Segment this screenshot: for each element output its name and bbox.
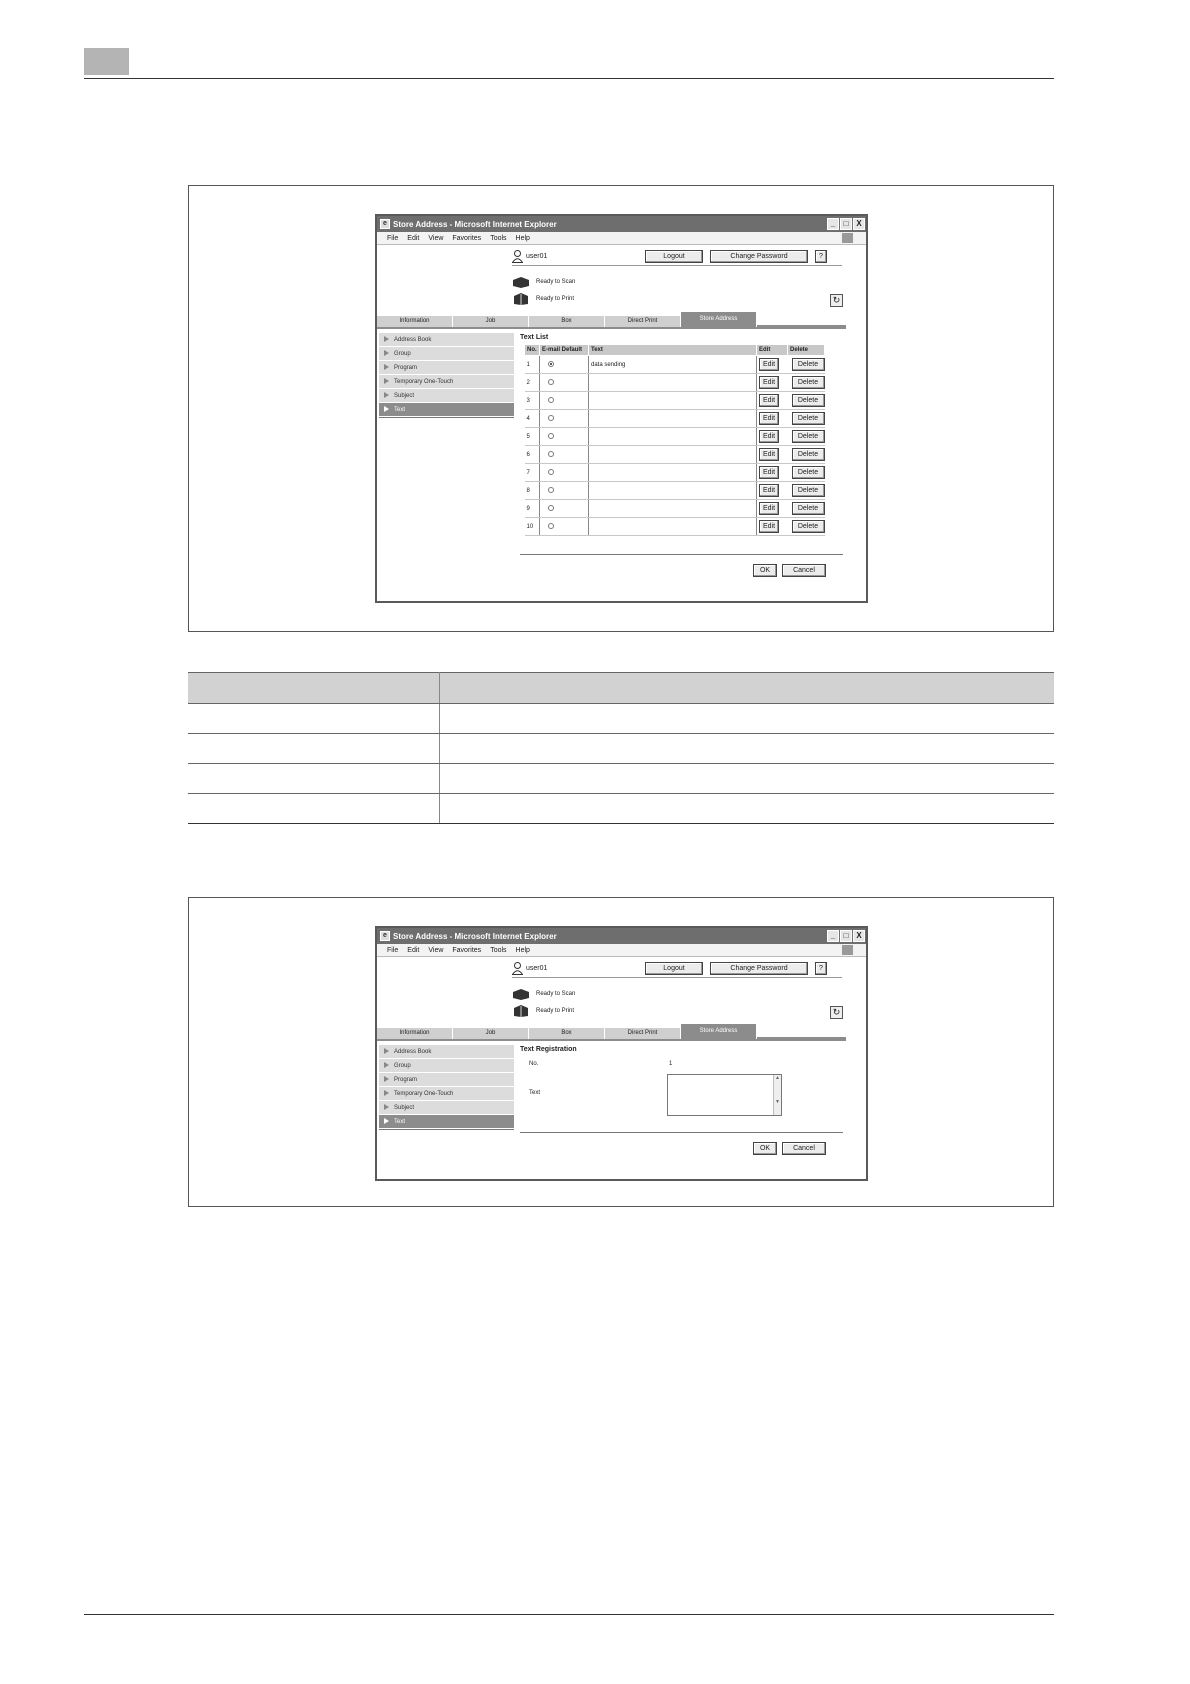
edit-cell — [757, 500, 788, 518]
table-row — [188, 764, 1054, 794]
window-title: Store Address - Microsoft Internet Explorer — [393, 219, 557, 229]
user-bar — [512, 960, 842, 978]
email-default-radio[interactable] — [548, 415, 554, 421]
ie-icon: e — [380, 931, 390, 941]
table-row — [188, 704, 1054, 734]
header-rule — [84, 78, 1054, 79]
sidebar-item-address-book[interactable] — [379, 1045, 514, 1059]
edit-cell — [757, 464, 788, 482]
sidebar-item-program[interactable] — [379, 361, 514, 375]
logout-button[interactable]: Logout — [645, 250, 703, 263]
arrow-right-icon — [384, 406, 389, 412]
tab-direct-print[interactable]: Direct Print — [605, 1028, 681, 1039]
sidebar-item-text[interactable] — [379, 403, 514, 417]
email-default-cell — [540, 464, 589, 482]
email-default-cell — [540, 374, 589, 392]
table-row — [525, 374, 825, 392]
row-number: 9 — [525, 500, 540, 518]
footer-divider — [520, 1132, 843, 1133]
footer-divider — [520, 554, 843, 555]
text-registration-panel — [520, 1046, 577, 1056]
sidebar-item-label: Address Book — [394, 1049, 432, 1055]
ie-icon: e — [380, 219, 390, 229]
main-tabs — [377, 314, 846, 329]
print-status — [512, 1005, 574, 1017]
email-default-radio[interactable] — [548, 361, 554, 367]
delete-cell — [788, 428, 825, 446]
username: user01 — [526, 965, 548, 972]
screenshot-frame-text-list — [188, 185, 1054, 632]
arrow-right-icon — [384, 1118, 389, 1124]
row-number: 2 — [525, 374, 540, 392]
edit-button[interactable]: Edit — [759, 376, 779, 389]
sidebar — [379, 1045, 514, 1130]
delete-cell — [788, 518, 825, 536]
no-value: 1 — [669, 1061, 673, 1067]
delete-cell — [788, 500, 825, 518]
arrow-right-icon — [384, 1062, 389, 1068]
no-label: No. — [529, 1061, 539, 1067]
row-number: 8 — [525, 482, 540, 500]
sidebar-item-label: Group — [394, 351, 411, 357]
delete-button[interactable]: Delete — [792, 466, 825, 479]
sidebar-item-label: Group — [394, 1063, 411, 1069]
text-textarea[interactable] — [667, 1074, 782, 1116]
edit-button[interactable]: Edit — [759, 502, 779, 515]
sidebar-item-temporary-one-touch[interactable] — [379, 1087, 514, 1101]
menu-tools[interactable]: Tools — [490, 234, 507, 242]
delete-cell — [788, 410, 825, 428]
title-bar — [377, 928, 866, 944]
sidebar-item-label: Program — [394, 365, 418, 371]
table-row — [188, 794, 1054, 824]
table-row — [525, 428, 825, 446]
menu-favorites[interactable]: Favorites — [452, 946, 482, 954]
email-default-cell — [540, 356, 589, 374]
edit-cell — [757, 374, 788, 392]
scan-status-text: Ready to Scan — [536, 991, 576, 997]
sidebar-item-label: Temporary One-Touch — [394, 1091, 454, 1097]
column-header-no: No. — [525, 345, 540, 356]
delete-cell — [788, 446, 825, 464]
email-default-radio[interactable] — [548, 433, 554, 439]
delete-button[interactable]: Delete — [792, 394, 825, 407]
sidebar-item-address-book[interactable] — [379, 333, 514, 347]
sidebar-item-label: Address Book — [394, 337, 432, 343]
row-number: 5 — [525, 428, 540, 446]
email-default-cell — [540, 518, 589, 536]
delete-cell — [788, 464, 825, 482]
action-buttons — [753, 564, 826, 577]
row-number: 1 — [525, 356, 540, 374]
tab-job[interactable]: Job — [453, 1028, 529, 1039]
delete-cell — [788, 392, 825, 410]
change-password-button[interactable]: Change Password — [710, 250, 808, 263]
email-default-cell — [540, 392, 589, 410]
row-number: 7 — [525, 464, 540, 482]
help-button[interactable]: ? — [815, 962, 827, 975]
sidebar-item-program[interactable] — [379, 1073, 514, 1087]
arrow-right-icon — [384, 1104, 389, 1110]
delete-cell — [788, 374, 825, 392]
email-default-cell — [540, 410, 589, 428]
tab-box[interactable]: Box — [529, 1028, 605, 1039]
menu-view[interactable]: View — [428, 946, 444, 954]
print-status-text: Ready to Print — [536, 1008, 575, 1014]
description-header-detail — [439, 673, 1054, 704]
delete-button[interactable]: Delete — [792, 448, 825, 461]
table-row — [525, 392, 825, 410]
cancel-button[interactable]: Cancel — [782, 564, 826, 577]
menu-help[interactable]: Help — [515, 234, 530, 242]
browser-window — [375, 926, 868, 1181]
sidebar-item-subject[interactable] — [379, 389, 514, 403]
text-cell — [589, 500, 757, 518]
user-icon — [512, 962, 523, 975]
table-row — [525, 482, 825, 500]
sidebar — [379, 333, 514, 418]
windows-flag-icon — [842, 233, 853, 243]
menu-view[interactable]: View — [428, 234, 444, 242]
email-default-radio[interactable] — [548, 397, 554, 403]
edit-button[interactable]: Edit — [759, 394, 779, 407]
edit-button[interactable]: Edit — [759, 466, 779, 479]
sidebar-item-label: Text — [394, 1119, 406, 1125]
page-tab-marker — [84, 48, 129, 75]
edit-button[interactable]: Edit — [759, 448, 779, 461]
text-list-panel — [520, 334, 825, 536]
windows-flag-icon — [842, 945, 853, 955]
edit-cell — [757, 518, 788, 536]
minimize-button[interactable]: _ — [827, 218, 839, 230]
edit-button[interactable]: Edit — [759, 430, 779, 443]
tab-direct-print[interactable]: Direct Print — [605, 316, 681, 327]
menu-edit[interactable]: Edit — [407, 234, 420, 242]
logout-button[interactable]: Logout — [645, 962, 703, 975]
table-row — [525, 518, 825, 536]
edit-cell — [757, 446, 788, 464]
sidebar-item-label: Text — [394, 407, 406, 413]
edit-button[interactable]: Edit — [759, 484, 779, 497]
row-number: 10 — [525, 518, 540, 536]
sidebar-item-subject[interactable] — [379, 1101, 514, 1115]
email-default-radio[interactable] — [548, 523, 554, 529]
user-bar — [512, 248, 842, 266]
arrow-right-icon — [384, 1090, 389, 1096]
sidebar-item-temporary-one-touch[interactable] — [379, 375, 514, 389]
print-status — [512, 293, 574, 305]
menu-file[interactable]: File — [387, 946, 399, 954]
menu-help[interactable]: Help — [515, 946, 530, 954]
menu-bar — [377, 232, 866, 245]
arrow-right-icon — [384, 1048, 389, 1054]
email-default-radio[interactable] — [548, 469, 554, 475]
row-number: 4 — [525, 410, 540, 428]
text-cell — [589, 518, 757, 536]
email-default-radio[interactable] — [548, 451, 554, 457]
menu-edit[interactable]: Edit — [407, 946, 420, 954]
table-row — [525, 464, 825, 482]
delete-button[interactable]: Delete — [792, 412, 825, 425]
footer-rule — [84, 1614, 1054, 1615]
arrow-right-icon — [384, 1076, 389, 1082]
section-title: Text List — [520, 334, 549, 341]
change-password-button[interactable]: Change Password — [710, 962, 808, 975]
table-row — [525, 500, 825, 518]
delete-button[interactable]: Delete — [792, 358, 825, 371]
tab-store-address[interactable]: Store Address — [681, 1024, 757, 1039]
maximize-button[interactable]: □ — [840, 930, 852, 942]
email-default-radio[interactable] — [548, 379, 554, 385]
edit-button[interactable]: Edit — [759, 520, 779, 533]
scanner-icon — [512, 276, 530, 288]
scan-status-text: Ready to Scan — [536, 279, 576, 285]
menu-tools[interactable]: Tools — [490, 946, 507, 954]
ok-button[interactable]: OK — [753, 564, 777, 577]
user-icon — [512, 250, 523, 263]
username: user01 — [526, 253, 548, 260]
table-row — [188, 734, 1054, 764]
edit-cell — [757, 356, 788, 374]
text-cell — [589, 428, 757, 446]
tab-information[interactable]: Information — [377, 316, 453, 327]
cancel-button[interactable]: Cancel — [782, 1142, 826, 1155]
scanner-icon — [512, 988, 530, 1000]
refresh-button[interactable]: ↻ — [830, 294, 843, 307]
scan-status — [512, 988, 575, 1000]
sidebar-item-label: Temporary One-Touch — [394, 379, 454, 385]
table-row — [525, 356, 825, 374]
text-cell — [589, 410, 757, 428]
edit-cell — [757, 428, 788, 446]
description-table — [188, 672, 1054, 824]
sidebar-item-text[interactable] — [379, 1115, 514, 1129]
edit-cell — [757, 410, 788, 428]
title-bar — [377, 216, 866, 232]
edit-button[interactable]: Edit — [759, 412, 779, 425]
email-default-radio[interactable] — [548, 505, 554, 511]
text-cell — [589, 464, 757, 482]
minimize-button[interactable]: _ — [827, 930, 839, 942]
printer-icon — [512, 293, 530, 305]
menu-file[interactable]: File — [387, 234, 399, 242]
edit-cell — [757, 482, 788, 500]
maximize-button[interactable]: □ — [840, 218, 852, 230]
email-default-cell — [540, 500, 589, 518]
delete-button[interactable]: Delete — [792, 520, 825, 533]
sidebar-item-label: Subject — [394, 393, 415, 399]
email-default-cell — [540, 446, 589, 464]
table-row — [525, 410, 825, 428]
screenshot-frame-text-registration — [188, 897, 1054, 1207]
sidebar-item-group[interactable] — [379, 347, 514, 361]
row-number: 3 — [525, 392, 540, 410]
delete-button[interactable]: Delete — [792, 484, 825, 497]
sidebar-item-label: Subject — [394, 1105, 415, 1111]
edit-button[interactable]: Edit — [759, 358, 779, 371]
text-cell — [589, 482, 757, 500]
text-cell — [589, 392, 757, 410]
sidebar-item-group[interactable] — [379, 1059, 514, 1073]
text-cell: data sending — [589, 356, 757, 374]
email-default-radio[interactable] — [548, 487, 554, 493]
print-status-text: Ready to Print — [536, 296, 575, 302]
delete-button[interactable]: Delete — [792, 430, 825, 443]
close-button[interactable]: X — [853, 218, 865, 230]
tab-information[interactable]: Information — [377, 1028, 453, 1039]
menu-favorites[interactable]: Favorites — [452, 234, 482, 242]
sidebar-item-label: Program — [394, 1077, 418, 1083]
textarea-scrollbar[interactable]: ▲ ▼ — [773, 1075, 781, 1115]
window-title: Store Address - Microsoft Internet Explorer — [393, 931, 557, 941]
refresh-button[interactable]: ↻ — [830, 1006, 843, 1019]
ok-button[interactable]: OK — [753, 1142, 777, 1155]
text-cell — [589, 446, 757, 464]
help-button[interactable]: ? — [815, 250, 827, 263]
close-button[interactable]: X — [853, 930, 865, 942]
printer-icon — [512, 1005, 530, 1017]
arrow-right-icon — [384, 336, 389, 342]
delete-cell — [788, 482, 825, 500]
text-label: Text — [529, 1090, 541, 1096]
tab-box[interactable]: Box — [529, 316, 605, 327]
column-header-delete: Delete — [788, 345, 825, 356]
menu-bar — [377, 944, 866, 957]
table-row — [525, 446, 825, 464]
email-default-cell — [540, 482, 589, 500]
main-tabs — [377, 1026, 846, 1041]
edit-cell — [757, 392, 788, 410]
scan-status — [512, 276, 575, 288]
tab-job[interactable]: Job — [453, 316, 529, 327]
text-cell — [589, 374, 757, 392]
delete-button[interactable]: Delete — [792, 502, 825, 515]
arrow-right-icon — [384, 364, 389, 370]
arrow-right-icon — [384, 392, 389, 398]
delete-cell — [788, 356, 825, 374]
row-number: 6 — [525, 446, 540, 464]
delete-button[interactable]: Delete — [792, 376, 825, 389]
email-default-cell — [540, 428, 589, 446]
text-list-table — [524, 344, 825, 536]
column-header-text: Text — [589, 345, 757, 356]
arrow-right-icon — [384, 350, 389, 356]
arrow-right-icon — [384, 378, 389, 384]
description-header-item — [188, 673, 439, 704]
column-header-email-default: E-mail Default — [540, 345, 589, 356]
section-title: Text Registration — [520, 1046, 577, 1053]
action-buttons — [753, 1142, 826, 1155]
column-header-edit: Edit — [757, 345, 788, 356]
browser-window — [375, 214, 868, 603]
tab-store-address[interactable]: Store Address — [681, 312, 757, 327]
